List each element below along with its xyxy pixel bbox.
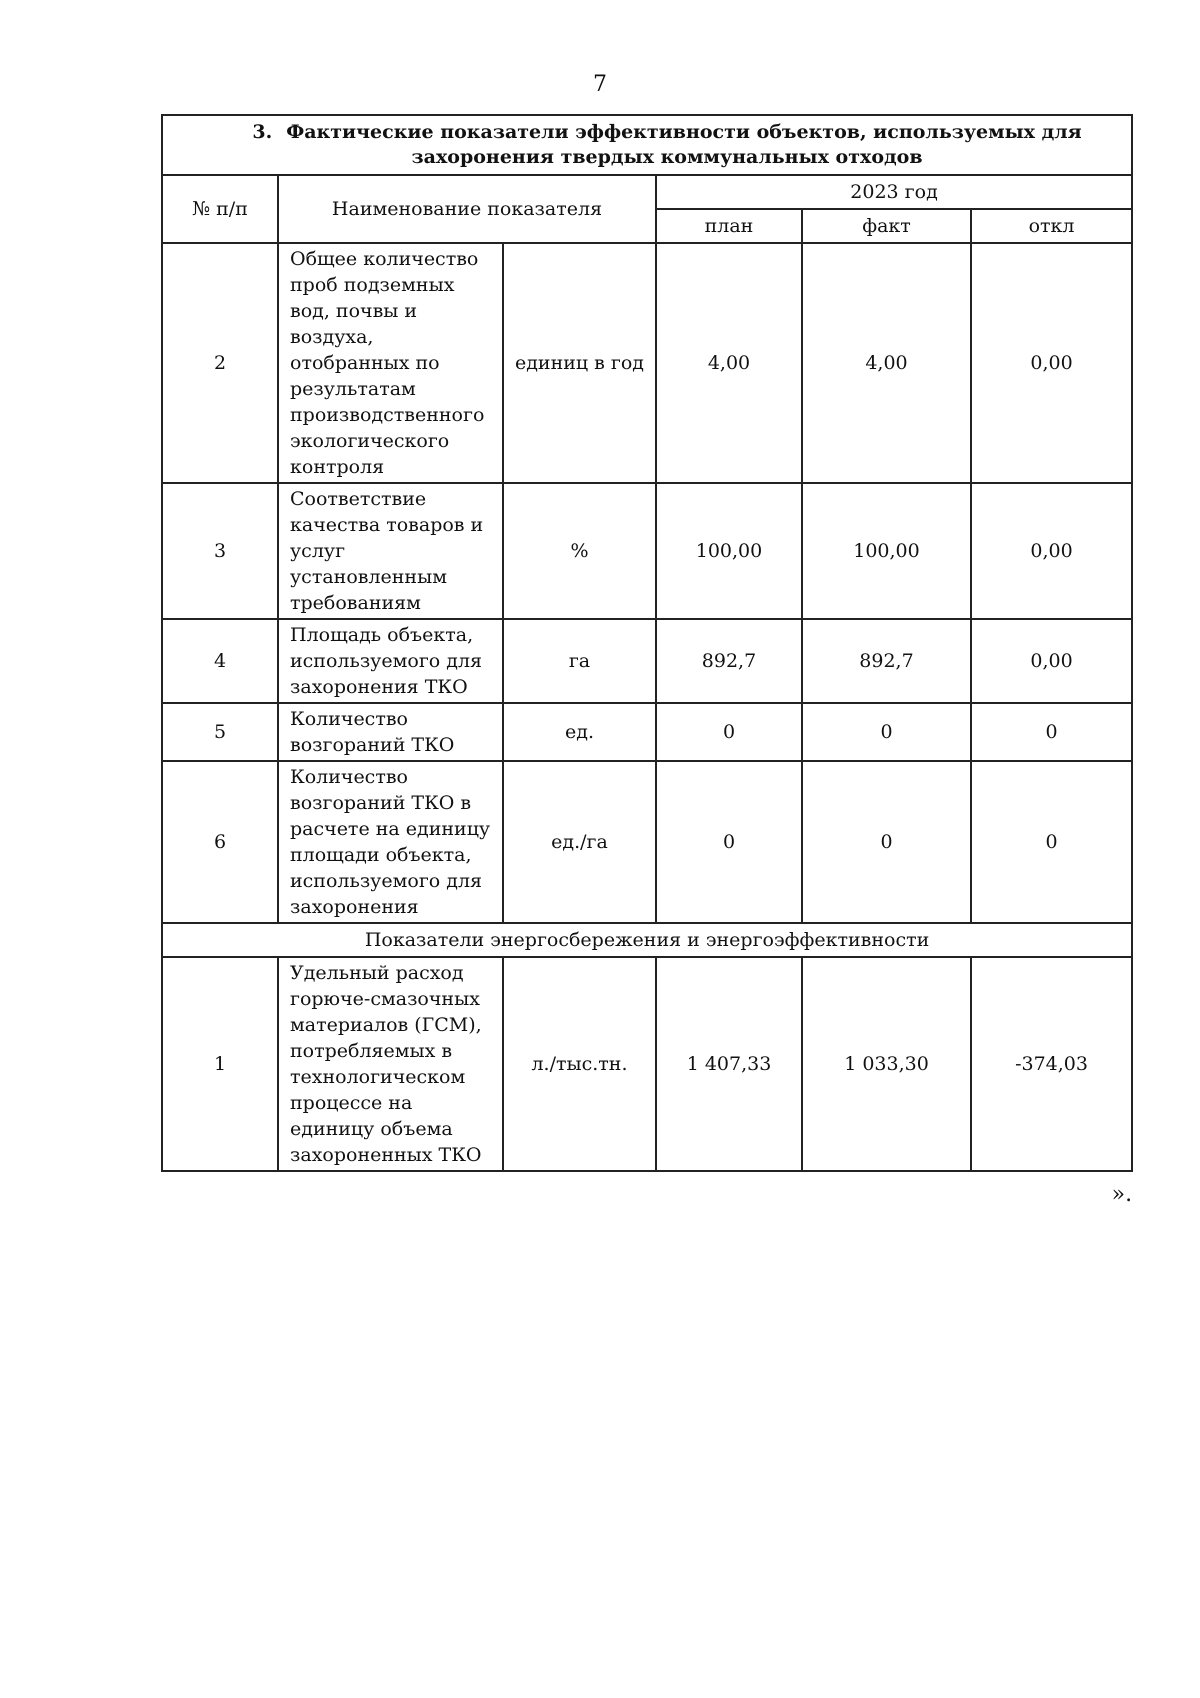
page-number: 7 <box>593 72 607 97</box>
table-title-row <box>162 115 1132 175</box>
row-plan: 892,7 <box>656 619 802 703</box>
row-num: 6 <box>162 761 278 923</box>
row-num: 3 <box>162 483 278 619</box>
row-plan: 4,00 <box>656 243 802 483</box>
header-dev: откл <box>971 209 1132 243</box>
table-row <box>162 957 1132 1171</box>
header-plan: план <box>656 209 802 243</box>
row-unit: единиц в год <box>503 243 656 483</box>
row-plan: 0 <box>656 703 802 761</box>
header-year: 2023 год <box>656 175 1132 209</box>
section-heading: Показатели энергосбережения и энергоэффективности <box>162 923 1132 957</box>
row-plan: 1 407,33 <box>656 957 802 1171</box>
table-title-number: 3. <box>252 121 273 143</box>
row-dev: 0,00 <box>971 483 1132 619</box>
row-num: 1 <box>162 957 278 1171</box>
row-num: 2 <box>162 243 278 483</box>
row-name: Соответствие качества товаров и услуг установленным требованиям <box>278 483 503 619</box>
row-dev: 0,00 <box>971 619 1132 703</box>
row-plan: 0 <box>656 761 802 923</box>
table-row <box>162 483 1132 619</box>
row-name: Количество возгораний ТКО в расчете на единицу площади объекта, используемого для захоронения <box>278 761 503 923</box>
row-num: 4 <box>162 619 278 703</box>
row-dev: 0 <box>971 761 1132 923</box>
header-fact: факт <box>802 209 971 243</box>
performance-table <box>161 114 1133 1210</box>
table-title-text: Фактические показатели эффективности объектов, используемых для захоронения твердых коммунальных отходов <box>286 121 1082 168</box>
closing-row <box>162 1171 1132 1210</box>
row-fact: 100,00 <box>802 483 971 619</box>
header-num: № п/п <box>162 175 278 243</box>
row-num: 5 <box>162 703 278 761</box>
row-name: Общее количество проб подземных вод, почвы и воздуха, отобранных по результатам производственного экологического контроля <box>278 243 503 483</box>
row-fact: 0 <box>802 703 971 761</box>
row-name: Удельный расход горюче-смазочных материалов (ГСМ), потребляемых в технологическом процессе на единицу объема захороненных ТКО <box>278 957 503 1171</box>
row-fact: 0 <box>802 761 971 923</box>
section-row <box>162 923 1132 957</box>
header-row-1 <box>162 175 1132 209</box>
row-unit: ед./га <box>503 761 656 923</box>
row-plan: 100,00 <box>656 483 802 619</box>
table-row <box>162 619 1132 703</box>
row-dev: -374,03 <box>971 957 1132 1171</box>
row-fact: 4,00 <box>802 243 971 483</box>
table-row <box>162 761 1132 923</box>
row-fact: 892,7 <box>802 619 971 703</box>
table-row <box>162 703 1132 761</box>
row-dev: 0,00 <box>971 243 1132 483</box>
table-title <box>162 115 1132 175</box>
header-name: Наименование показателя <box>278 175 656 243</box>
row-unit: л./тыс.тн. <box>503 957 656 1171</box>
table-row <box>162 243 1132 483</box>
row-name: Количество возгораний ТКО <box>278 703 503 761</box>
row-dev: 0 <box>971 703 1132 761</box>
row-unit: % <box>503 483 656 619</box>
row-name: Площадь объекта, используемого для захоронения ТКО <box>278 619 503 703</box>
row-unit: ед. <box>503 703 656 761</box>
row-unit: га <box>503 619 656 703</box>
row-fact: 1 033,30 <box>802 957 971 1171</box>
closing-quote: ». <box>1111 1182 1133 1207</box>
